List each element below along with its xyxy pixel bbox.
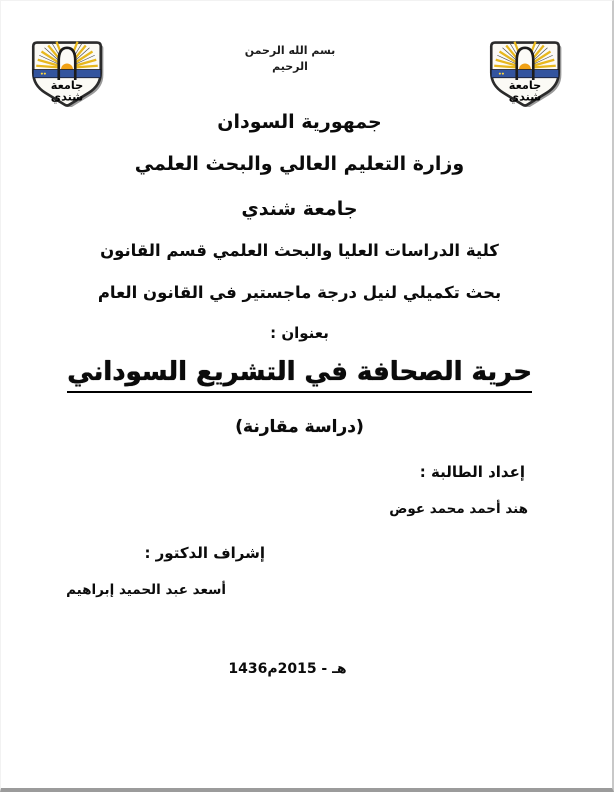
bismillah-calligraphy: بسم الله الرحمن الرحيم [244,44,336,73]
year-line [1,661,574,677]
band-dot [502,73,504,75]
supervisor-name: أسعد عبد الحميد إبراهيم [66,582,226,598]
student-name: هند أحمد محمد عوض [389,501,528,517]
logo-word-1: جامعة [50,79,84,92]
title-label: بعنوان : [270,324,329,342]
country-line: جمهورية السودان [217,111,382,133]
band-dot [499,73,501,75]
supervisor-label: إشراف الدكتور : [144,544,265,562]
thesis-title-text: حرية الصحافة في التشريع السوداني [67,357,532,393]
blue-band [33,70,101,78]
blue-band [491,70,559,78]
band-dot [44,73,46,75]
logo-word-2: شندي [50,90,84,104]
thesis-type-line: بحث تكميلي لنيل درجة ماجستير في القانون العام [97,283,502,302]
band-dot [41,73,43,75]
student-label: إعداد الطالبة : [419,463,525,481]
university-line: جامعة شندي [241,198,358,220]
faculty-line: كلية الدراسات العليا والبحث العلمي قسم القانون [100,241,499,260]
ministry-line: وزارة التعليم العالي والبحث العلمي [134,153,465,175]
thesis-title [1,357,598,393]
logo-word-1: جامعة [508,79,542,92]
logo-word-2: شندي [508,90,542,104]
shendi-university-logo-icon [29,38,105,107]
thesis-subtitle: (دراسة مقارنة) [235,417,364,437]
shendi-university-logo-icon [487,38,563,107]
year-text: 1436هـ - 2015م [228,661,347,677]
